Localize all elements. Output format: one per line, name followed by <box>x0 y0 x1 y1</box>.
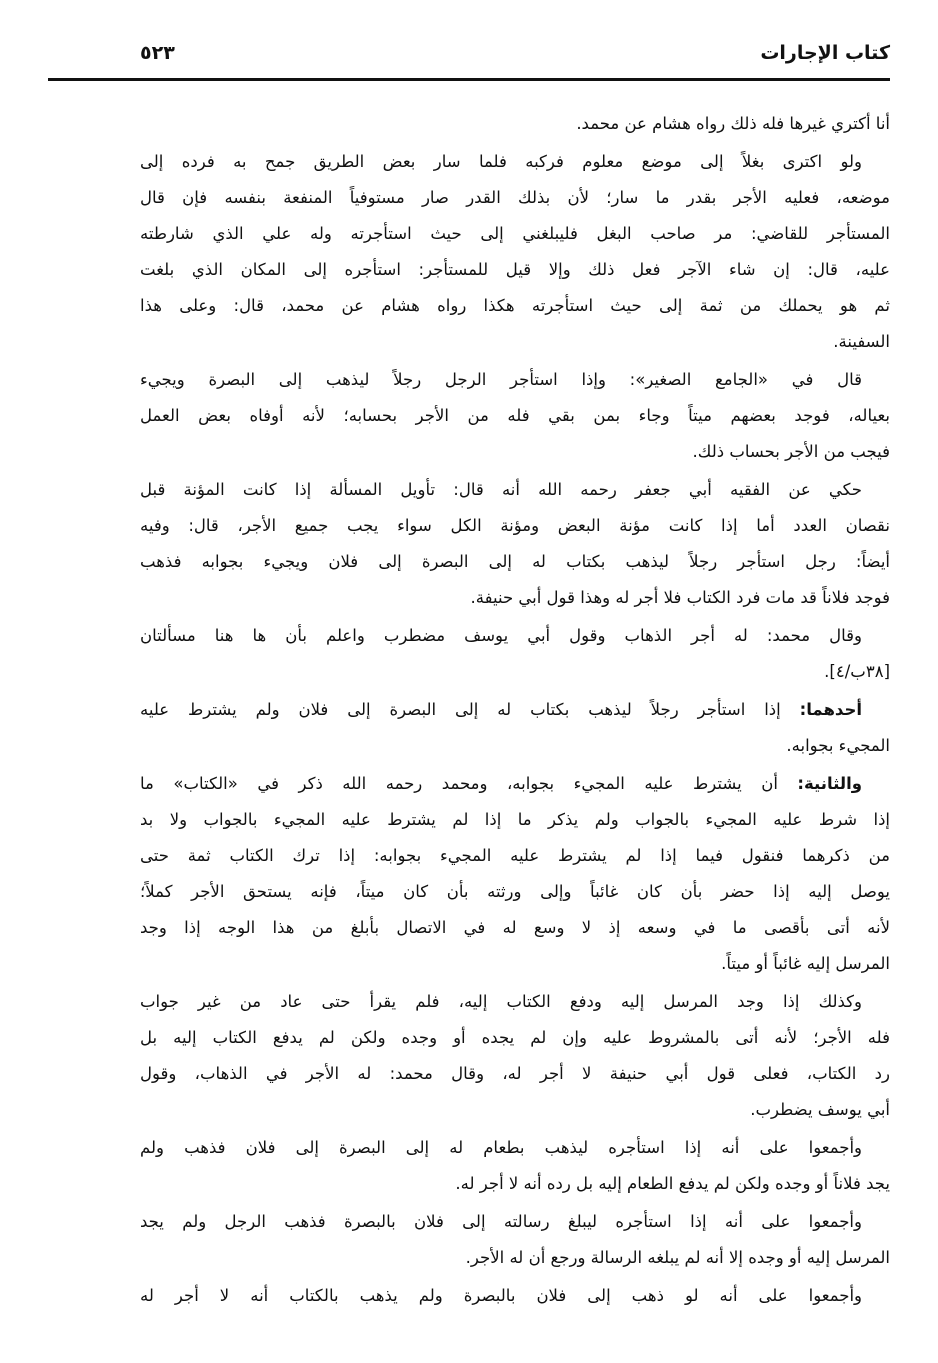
line-text: فيجب من الأجر بحساب ذلك. <box>692 442 890 461</box>
text-line <box>140 766 890 802</box>
bold-lead-term: أحدهما: <box>799 700 862 719</box>
page-number: ٥٢٣ <box>140 42 175 64</box>
line-text: وأجمعوا على أنه إذا استأجره ليبلغ رسالته إلى فلان بالبصرة فذهب الرجل ولم يجد <box>140 1212 862 1231</box>
text-line <box>140 802 890 838</box>
text-line <box>140 1020 890 1056</box>
paragraph <box>140 472 890 616</box>
chapter-title: كتاب الإجارات <box>760 42 890 64</box>
line-text: وكذلك إذا وجد المرسل إليه ودفع الكتاب إليه، فلم يقرأ حتى عاد من غير جواب <box>140 992 862 1011</box>
line-text: فله الأجر؛ لأنه أتى بالمشروط عليه وإن لم يجده أو وجده ولكن لم يدفع الكتاب إليه بل <box>140 1028 890 1047</box>
paragraph <box>140 984 890 1128</box>
line-text: المستأجر للقاضي: مر صاحب البغل فليبلغني إلى حيث استأجرته وله علي الذي شارطته <box>140 224 890 243</box>
line-text: السفينة. <box>833 332 890 351</box>
text-line <box>140 216 890 252</box>
paragraph <box>140 618 890 690</box>
paragraph <box>140 106 890 142</box>
text-line <box>140 1056 890 1092</box>
text-line <box>140 362 890 398</box>
line-text: [٣٨ب/٤]. <box>824 662 890 681</box>
text-line <box>140 288 890 324</box>
paragraph <box>140 144 890 360</box>
running-header <box>140 42 890 74</box>
text-line <box>140 984 890 1020</box>
text-line <box>140 398 890 434</box>
text-line <box>140 692 890 728</box>
text-line <box>140 324 890 360</box>
text-line <box>140 910 890 946</box>
line-text: حكي عن الفقيه أبي جعفر رحمه الله أنه قال: تأويل المسألة إذا كانت المؤنة قبل <box>140 480 862 499</box>
line-text: بعياله، فوجد بعضهم ميتاً وجاء بمن بقي فله من الأجر بحسابه؛ لأنه أوفاه بعض العمل <box>140 406 890 425</box>
text-line <box>140 544 890 580</box>
text-line <box>140 728 890 764</box>
line-text: إذا استأجر رجلاً ليذهب بكتاب له إلى البصرة إلى فلان ولم يشترط عليه <box>140 700 800 719</box>
line-text: رد الكتاب، فعلى قول أبي حنيفة لا أجر له، وقال محمد: له الأجر في الذهاب، وقول <box>140 1064 890 1083</box>
line-text: وقال محمد: له أجر الذهاب وقول أبي يوسف مضطرب واعلم بأن ها هنا مسألتان <box>140 626 862 645</box>
text-line <box>140 1240 890 1276</box>
line-text: يوصل إليه إذا حضر بأن كان غائباً وإلى ورثته بأن كان ميتاً، فإنه يستحق الأجر كملاً؛ <box>140 882 890 901</box>
paragraph <box>140 362 890 470</box>
line-text: من ذكرهما فنقول فيما إذا لم يشترط عليه المجيء بجوابه: إذا ترك الكتاب ثمة حتى <box>140 846 890 865</box>
line-text: لأنه أتى بأقصى ما في وسعه إذ لا وسع له في الاتصال بأبلغ من هذا الوجه إذا وجد <box>140 918 890 937</box>
text-line <box>140 1130 890 1166</box>
text-line <box>140 434 890 470</box>
line-text: أبي يوسف يضطرب. <box>750 1100 890 1119</box>
text-line <box>140 472 890 508</box>
paragraph <box>140 1130 890 1202</box>
text-line <box>140 1278 890 1314</box>
line-text: ولو اكترى بغلاً إلى موضع معلوم فركبه فلما سار بعض الطريق جمح به فرده إلى <box>140 152 862 171</box>
text-line <box>140 838 890 874</box>
text-line <box>140 874 890 910</box>
line-text: وأجمعوا على أنه إذا استأجره ليذهب بطعام له إلى البصرة إلى فلان فذهب ولم <box>140 1138 862 1157</box>
line-text: المرسل إليه غائباً أو ميتاً. <box>721 954 890 973</box>
paragraph <box>140 766 890 982</box>
line-text: قال في «الجامع الصغير»: وإذا استأجر الرجل رجلاً ليذهب إلى البصرة ويجيء <box>140 370 862 389</box>
line-text: أنا أكتري غيرها فله ذلك رواه هشام عن محمد. <box>576 114 890 133</box>
line-text: أن يشترط عليه المجيء بجوابه، ومحمد رحمه الله ذكر في «الكتاب» ما <box>140 774 798 793</box>
line-text: المرسل إليه أو وجده إلا أنه لم يبلغه الرسالة ورجع أن له الأجر. <box>465 1248 890 1267</box>
line-text: نقصان العدد أما إذا كانت مؤنة البعض ومؤنة الكل سواء يجب جميع الأجر، قال: وفيه <box>140 516 890 535</box>
text-line <box>140 180 890 216</box>
line-text: وأجمعوا على أنه لو ذهب إلى فلان بالبصرة ولم يذهب بالكتاب أنه لا أجر له <box>140 1286 862 1305</box>
text-line <box>140 144 890 180</box>
line-text: يجد فلاناً أو وجده ولكن لم يدفع الطعام إليه بل رده أنه لا أجر له. <box>455 1174 890 1193</box>
line-text: فوجد فلاناً قد مات فرد الكتاب فلا أجر له وهذا قول أبي حنيفة. <box>470 588 890 607</box>
line-text: ثم هو يحملك من ثمة إلى حيث استأجرته هكذا رواه هشام عن محمد، قال: وعلى هذا <box>140 296 890 315</box>
line-text: موضعه، فعليه الأجر بقدر ما سار؛ لأن بذلك القدر صار مستوفياً المنفعة بنفسه فإن قال <box>140 188 890 207</box>
text-line <box>140 1092 890 1128</box>
header-rule <box>48 78 890 81</box>
line-text: أيضاً: رجل استأجر رجلاً ليذهب بكتاب له إلى البصرة إلى فلان ويجيء بجوابه فذهب <box>140 552 890 571</box>
line-text: المجيء بجوابه. <box>786 736 890 755</box>
text-line <box>140 946 890 982</box>
paragraph <box>140 692 890 764</box>
page-body <box>140 104 890 1314</box>
text-line <box>140 252 890 288</box>
text-line <box>140 1204 890 1240</box>
line-text: إذا شرط عليه المجيء بالجواب ولم يذكر ما إذا لم يشترط عليه المجيء بالجواب ولا بد <box>140 810 890 829</box>
text-line <box>140 580 890 616</box>
line-text: عليه، قال: إن شاء الآجر فعل ذلك وإلا قيل للمستأجر: استأجره إلى المكان الذي بلغت <box>140 260 890 279</box>
paragraph <box>140 1204 890 1276</box>
bold-lead-term: والثانية: <box>797 774 862 793</box>
text-line <box>140 618 890 654</box>
text-line <box>140 508 890 544</box>
text-line <box>140 1166 890 1202</box>
text-line <box>140 106 890 142</box>
paragraph <box>140 1278 890 1314</box>
text-line <box>140 654 890 690</box>
